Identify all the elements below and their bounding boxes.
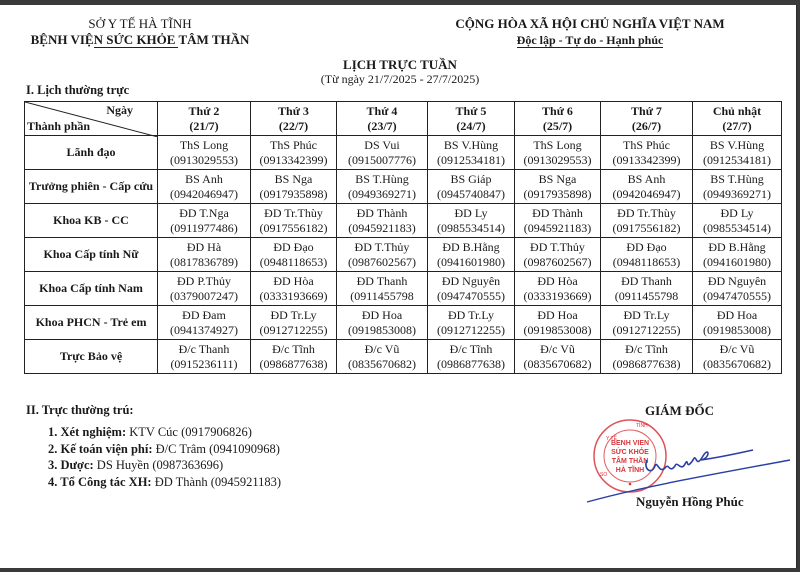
staff-name: BS V.Hùng [443,137,499,152]
list-item [48,457,281,474]
duty-cell [158,136,251,170]
duty-cell [693,170,782,204]
table-row [25,204,782,238]
stamp-line: SỨC KHỎE [611,449,649,456]
duty-cell [337,204,428,238]
hospital-name-part2: N SỨC KHỎE [93,32,179,47]
issuer-header [20,15,260,48]
row-label: Khoa PHCN - Trẻ em [25,306,158,340]
staff-phone: (0912712255) [259,322,328,337]
staff-name: ĐD Hoa [716,307,758,322]
row-label: Lãnh đạo [25,136,158,170]
staff-name: ĐD Hà [186,239,222,254]
national-motto-text: Độc lập - Tự do - Hạnh phúc [516,33,664,47]
stamp-line: BENH VIEN [610,440,650,447]
staff-phone: (0912534181) [437,152,505,167]
day-date: (25/7) [542,118,573,133]
list-item-value: ĐD Thành (0945921183) [151,474,282,489]
staff-phone: (0941374927) [170,322,238,337]
staff-name: BS T.Hùng [355,171,409,186]
day-date: (21/7) [189,118,219,133]
staff-name: ThS Phúc [622,137,670,152]
day-name: Thứ 2 [188,103,220,118]
day-header [693,102,782,136]
staff-name: Đ/c Vũ [364,341,400,356]
staff-phone: (0911977486) [170,220,238,235]
staff-phone: (0917556182) [259,220,328,235]
duty-cell [337,272,428,306]
duty-cell [515,170,601,204]
stamp-ring-text: Y TẾ [606,436,617,442]
staff-name: ĐD Hòa [273,273,314,288]
duty-cell [251,136,337,170]
staff-name: ĐD Nguyên [707,273,767,288]
duty-cell [251,204,337,238]
staff-phone: (0948118653) [612,254,681,269]
duty-cell [601,170,693,204]
duty-cell [337,238,428,272]
staff-name: ĐD Hoa [361,307,403,322]
signer-title: GIÁM ĐỐC [645,403,714,418]
day-date: (22/7) [278,118,309,133]
duty-cell [515,204,601,238]
duty-cell [693,306,782,340]
duty-cell [601,306,693,340]
staff-phone: (0917556182) [612,220,681,235]
day-name: Thứ 6 [542,103,573,118]
hospital-name-part1: BỆNH VIỆ [30,32,94,47]
staff-name: ĐD Tr.Ly [447,307,495,322]
staff-name: ThS Long [179,137,229,152]
duty-cell [337,340,428,374]
staff-phone: (0915007776) [348,152,416,167]
staff-phone: (0986877638) [437,356,505,371]
staff-phone: (0987602567) [523,254,592,269]
day-name: Thứ 5 [455,103,487,118]
staff-name: ĐD P.Thủy [176,273,231,288]
duty-cell [693,204,782,238]
table-header-row [25,102,782,136]
staff-name: Đ/c Tĩnh [449,341,493,356]
department-name: SỞ Y TẾ HÀ TĨNH [88,16,192,31]
duty-cell [158,306,251,340]
schedule-table [24,101,782,374]
corner-cell [25,102,158,136]
day-date: (27/7) [722,118,752,133]
duty-cell [251,238,337,272]
duty-cell [515,272,601,306]
staff-name: Đ/c Vũ [719,341,755,356]
staff-name: BS Nga [538,171,577,186]
staff-name: ĐD T.Nga [179,205,229,220]
list-item-label: 4. Tổ Công tác XH: [48,474,152,489]
staff-phone: (0913342399) [259,152,328,167]
day-header [337,102,428,136]
staff-phone: (0919853008) [703,322,771,337]
document-title [300,57,500,87]
staff-name: ĐD Đạo [273,239,314,254]
staff-phone: (0913029553) [170,152,238,167]
staff-phone: (0941601980) [437,254,505,269]
table-row [25,136,782,170]
duty-cell [601,238,693,272]
staff-name: BS Nga [274,171,313,186]
staff-phone: (0913342399) [612,152,681,167]
corner-label-component: Thành phần [27,119,91,133]
list-item-label: 2. Kế toán viện phí: [48,441,153,456]
duty-cell [158,272,251,306]
staff-name: ĐD Thanh [356,273,408,288]
staff-phone: (0947470555) [703,288,771,303]
duty-cell [337,306,428,340]
staff-phone: (0986877638) [612,356,681,371]
staff-name: ĐD Ly [720,205,754,220]
staff-phone: (0986877638) [259,356,328,371]
duty-cell [428,340,515,374]
staff-phone: (0949369271) [703,186,771,201]
staff-phone: (0333193669) [523,288,592,303]
staff-name: BS Giáp [450,171,492,186]
duty-cell [428,136,515,170]
duty-cell [693,272,782,306]
row-label: Khoa Cấp tính Nữ [25,238,158,272]
national-motto [420,32,760,48]
staff-phone: (0948118653) [259,254,328,269]
resident-duty-list [48,424,281,490]
stamp-line: TÂM THẦN [611,458,649,465]
duty-cell [515,306,601,340]
duty-cell [428,170,515,204]
hospital-name-part3: TÂM THẦN [178,32,250,47]
list-item [48,474,281,491]
staff-name: Đ/c Vũ [540,341,575,356]
staff-name: ĐD Tr.Ly [623,307,670,322]
staff-name: ĐD Đạo [626,239,667,254]
staff-phone: (0985534514) [703,220,771,235]
duty-cell [251,272,337,306]
duty-cell [693,340,782,374]
staff-phone: (0942046947) [170,186,238,201]
stamp-line: HÀ TĨNH [615,467,645,474]
staff-phone: (0915236111) [170,356,238,371]
staff-phone: (0913029553) [523,152,592,167]
table-row [25,272,782,306]
duty-cell [158,204,251,238]
staff-phone: (0945740847) [437,186,505,201]
list-item-label: 1. Xét nghiệm: [48,425,127,439]
row-label: Khoa Cấp tính Nam [25,272,158,306]
staff-phone: (0911455798 [350,288,414,303]
staff-phone: (0919853008) [523,322,592,337]
duty-cell [515,340,601,374]
staff-name: ThS Long [533,137,582,152]
staff-name: ĐD Hòa [537,273,578,288]
staff-name: ThS Phúc [269,137,317,152]
staff-name: ĐD Ly [454,205,488,220]
duty-cell [428,204,515,238]
staff-name: ĐD Thành [356,205,408,220]
staff-phone: (0945921183) [523,220,592,235]
duty-cell [601,204,693,238]
staff-name: DS Vui [364,137,400,152]
row-label: Trưởng phiên - Cấp cứu [25,170,158,204]
day-header [158,102,251,136]
table-row [25,238,782,272]
day-name: Chủ nhật [712,103,762,118]
duty-cell [601,136,693,170]
duty-cell [601,272,693,306]
duty-cell [251,306,337,340]
list-item [48,441,281,458]
staff-phone: (0817836789) [170,254,238,269]
staff-phone: (0942046947) [612,186,681,201]
day-header [515,102,601,136]
staff-phone: (0919853008) [348,322,416,337]
day-name: Thứ 7 [631,103,662,118]
staff-name: ĐD B.Hằng [708,239,766,254]
signer-name: Nguyễn Hồng Phúc [636,494,744,509]
day-name: Thứ 4 [366,103,398,118]
table-row [25,340,782,374]
staff-name: ĐD Nguyên [441,273,501,288]
duty-cell [601,340,693,374]
staff-name: ĐD Hoa [537,307,578,322]
staff-phone: (0917935898) [259,186,328,201]
day-date: (23/7) [367,118,397,133]
hospital-name [20,32,260,48]
staff-phone: (0911455798 [614,288,679,303]
staff-phone: (0912712255) [612,322,681,337]
staff-name: ĐD Thanh [621,273,672,288]
duty-cell [337,170,428,204]
staff-phone: (0333193669) [259,288,328,303]
section1-heading: I. Lịch thường trực [26,83,130,97]
stamp-ring-text: TỈNH [636,423,648,429]
day-date: (24/7) [456,118,486,133]
stamp-ring-text: SO [600,472,608,478]
row-label: Khoa KB - CC [25,204,158,238]
day-header [428,102,515,136]
staff-name: ĐD T.Thủy [530,239,585,254]
duty-cell [515,238,601,272]
staff-name: ĐD Đam [182,307,226,322]
staff-name: ĐD Tr.Thùy [617,205,676,220]
title-date-range: (Từ ngày 21/7/2025 - 27/7/2025) [320,72,480,86]
staff-name: BS Anh [185,171,223,186]
duty-cell [428,306,515,340]
staff-phone: (0912534181) [703,152,771,167]
day-name: Thứ 3 [278,103,309,118]
staff-name: BS Anh [627,171,666,186]
day-date: (26/7) [631,118,662,133]
staff-name: ĐD T.Thủy [354,239,410,254]
list-item-value: Đ/C Trâm (0941090968) [152,441,280,456]
staff-phone: (0835670682) [523,356,592,371]
list-item-label: 3. Dược: [48,458,94,472]
document-page [0,5,797,568]
staff-phone: (0835670682) [348,356,416,371]
staff-name: Đ/c Tĩnh [625,341,668,356]
duty-cell [693,238,782,272]
list-item-value: KTV Cúc (0917906826) [126,425,252,439]
staff-name: BS T.Hùng [710,171,764,186]
duty-cell [337,136,428,170]
section2-heading: II. Trực thường trú: [26,403,134,417]
day-header [251,102,337,136]
staff-name: ĐD Thành [532,205,583,220]
staff-name: BS V.Hùng [709,137,765,152]
national-header [420,15,760,48]
table-row [25,306,782,340]
duty-cell [515,136,601,170]
staff-name: ĐD Tr.Ly [270,307,317,322]
staff-phone: (0379007247) [170,288,238,303]
staff-phone: (0985534514) [437,220,505,235]
list-item [48,424,281,441]
duty-cell [428,238,515,272]
staff-name: ĐD B.Hằng [442,239,500,254]
staff-phone: (0941601980) [703,254,771,269]
duty-cell [428,272,515,306]
duty-cell [251,340,337,374]
staff-phone: (0917935898) [523,186,592,201]
corner-label-day: Ngày [106,103,133,117]
staff-phone: (0912712255) [437,322,505,337]
staff-phone: (0949369271) [348,186,416,201]
staff-phone: (0945921183) [348,220,416,235]
title-main: LỊCH TRỰC TUẦN [343,57,457,72]
staff-name: Đ/c Tĩnh [272,341,315,356]
list-item-value: DS Huyền (0987363696) [93,458,224,472]
duty-cell [693,136,782,170]
row-label: Trực Bảo vệ [25,340,158,374]
staff-phone: (0835670682) [703,356,771,371]
staff-phone: (0947470555) [437,288,505,303]
duty-cell [158,170,251,204]
staff-name: Đ/c Thanh [178,341,230,356]
table-row [25,170,782,204]
staff-phone: (0987602567) [348,254,416,269]
staff-name: ĐD Tr.Thùy [264,205,323,220]
duty-cell [251,170,337,204]
duty-cell [158,238,251,272]
national-title: CỘNG HÒA XÃ HỘI CHỦ NGHĨA VIỆT NAM [455,16,725,31]
duty-cell [158,340,251,374]
day-header [601,102,693,136]
